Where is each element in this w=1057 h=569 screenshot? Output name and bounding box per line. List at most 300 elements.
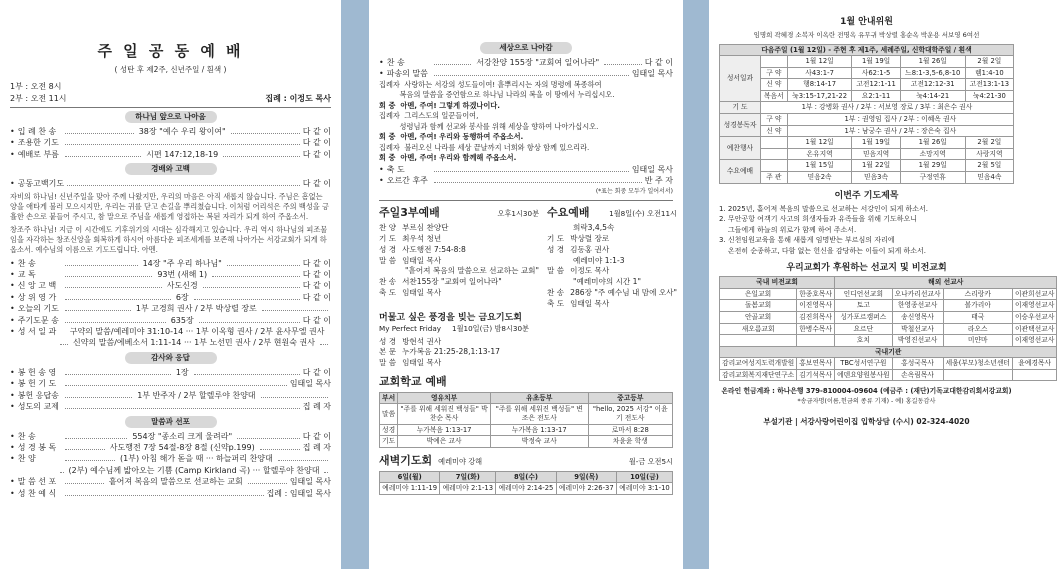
service-person: 예레미야 1:1-3	[573, 255, 625, 265]
service-role: 찬 송	[547, 287, 565, 297]
service-line	[379, 337, 673, 348]
divider	[10, 107, 331, 108]
order-label: 입 례 찬 송	[17, 127, 57, 136]
order-leader: 다 같 이	[302, 281, 332, 291]
service-role: 성 경	[379, 336, 397, 346]
liturgy-line: 성령님과 함께 선교와 봉사를 위해 세상을 향하여 나아가십시오.	[379, 121, 599, 131]
third-service-title: 주일3부예배	[379, 206, 440, 220]
service-person: 임태일 목사	[570, 298, 610, 308]
dawn-day: 8일(수)	[496, 471, 556, 483]
prayer-topics-title: 이번주 기도제목	[834, 190, 899, 201]
order-list-2	[0, 178, 341, 189]
presider: 집례 : 이정도 목사	[265, 93, 331, 103]
order-list-3	[0, 258, 341, 349]
order-list-1	[0, 126, 341, 160]
bullet: •	[10, 454, 15, 464]
service-role: 성 경	[379, 244, 397, 254]
schedule-cell: 눅4:14-21	[900, 90, 965, 102]
leader-dots	[65, 270, 153, 277]
wednesday-title: 수요예배	[547, 206, 590, 220]
leader-dots	[65, 489, 264, 496]
table-cell: 성경	[380, 424, 398, 436]
mission-cell: 박영진선교사	[892, 335, 943, 347]
leader-dots	[65, 150, 142, 157]
order-content: (2부) 예수님께 밟아오는 기쁨 (Camp Kirkland 곡) ··· 할렐루야 찬양대	[68, 465, 320, 475]
order-leader: 다 같 이	[302, 179, 331, 189]
liturgy-line: 회 중 아멘, 주여! 그렇게 하겠나이다.	[379, 100, 500, 110]
service-role: 말 씀	[379, 358, 397, 368]
order-content: 14장 "주 우리 하나님"	[142, 258, 222, 268]
prayer-topics	[709, 204, 1024, 257]
schedule-cell: 믿음지역	[852, 148, 900, 160]
schedule-cell: 렘1:4-10	[965, 67, 1013, 79]
mission-cell: 김기석목사	[797, 369, 835, 381]
mission-cell: 볼가리아	[943, 300, 1012, 312]
order-leader: 임태일 목사	[289, 379, 331, 389]
order-content: 1장	[175, 367, 189, 377]
mission-cell: 이관택선교사	[1012, 323, 1056, 335]
mission-cell: 호치	[835, 335, 893, 347]
mission-cell: 국내 비전교회	[720, 277, 835, 289]
leader-dots	[223, 150, 300, 157]
service-person: 사도행전 7:54-8:8	[402, 244, 466, 254]
order-label: 오르간 후주	[386, 176, 428, 186]
order-leader: 다 같 이	[644, 58, 673, 67]
leader-dots	[60, 466, 64, 473]
panel-sunday-service	[0, 0, 341, 569]
mission-cell: 감리교회복지재단연구소	[720, 369, 797, 381]
bullet: •	[379, 58, 384, 67]
order-row	[10, 378, 331, 389]
schedule-cell: 사62:1-5	[852, 67, 900, 79]
schedule-cell: 1부 : 강병화 권사 / 2부 : 서보영 장로 / 3부 : 최은수 권사	[760, 102, 1013, 114]
mission-cell: 인디언선교회	[835, 288, 893, 300]
bullet: •	[10, 477, 15, 487]
mission-cell: 세움(부모)청소년센터	[943, 358, 1012, 370]
mission-cell: TBC성서연구원	[835, 358, 893, 370]
mission-cell: 미얀마	[943, 335, 1012, 347]
section-worship: 경배와 고백	[125, 163, 217, 175]
dawn-day: 9일(목)	[556, 471, 616, 483]
mission-cell: 토고	[835, 300, 893, 312]
leader-dots	[212, 270, 300, 277]
closing-list	[369, 164, 683, 187]
service-person: 이정도 목사	[570, 266, 610, 276]
page-title: 주 일 공 동 예 배	[97, 42, 244, 60]
mission-cell: 라오스	[943, 323, 1012, 335]
leader-dots	[65, 432, 128, 439]
service-role: 말 씀	[379, 255, 397, 265]
schedule-cell: 수요예배	[720, 160, 761, 183]
order-content: 554장 "종소리 크게 울려라"	[132, 431, 233, 441]
table-cell: 차윤윤 학생	[588, 436, 672, 448]
friday-title: 머물고 싶은 풍경을 빚는 금요기도회	[379, 312, 522, 323]
bullet: •	[10, 488, 15, 498]
wednesday-service	[547, 204, 677, 309]
mission-cell: 손옥림목사	[892, 369, 943, 381]
order-row	[10, 488, 331, 499]
order-row	[10, 292, 331, 303]
order-list-4	[0, 367, 341, 413]
schedule-cell	[760, 56, 787, 68]
table-cell: 말씀	[380, 404, 398, 424]
service-role: 찬 송	[379, 277, 397, 287]
table-cell: "주를 위해 세워진 백성들" 변조은 전도사	[491, 404, 588, 424]
order-label: 봉 헌 기 도	[17, 379, 57, 389]
dawn-title: 새벽기도회	[379, 453, 433, 467]
service-person: 임태일 목사	[402, 287, 442, 297]
service-person: 누가복음 21:25-28,1:13-17	[402, 347, 501, 357]
stand-note: (*표는 회중 모두가 일어서서)	[595, 187, 673, 195]
leader-dots	[260, 443, 300, 450]
bullet: •	[10, 281, 15, 291]
order-leader: 집 례 자	[302, 402, 331, 412]
order-label: 파송의 말씀	[386, 69, 428, 79]
mission-cell: 이승우선교사	[1012, 311, 1056, 323]
order-leader: 집 례 자	[302, 442, 332, 452]
service-role: 성 경	[547, 244, 565, 254]
mission-cell: 스리랑카	[943, 288, 1012, 300]
schedule-cell: 1부 : 권영임 집사 / 2부 : 이혜옥 권사	[787, 114, 1013, 126]
leader-dots	[199, 316, 300, 323]
order-content: 시편 147:12,18-19	[146, 149, 219, 159]
schedule-cell: 복음서	[760, 90, 787, 102]
service-role: 기 도	[547, 233, 565, 243]
bullet: •	[10, 258, 15, 268]
dawn-day: 10일(금)	[617, 471, 673, 483]
service-line	[379, 256, 539, 267]
service-line	[379, 245, 539, 256]
service-person: 희락3,4,5속	[573, 223, 615, 233]
leader-dots	[320, 338, 328, 345]
order-content: 사도신경	[166, 281, 198, 291]
schedule-cell: 고전12:1-11	[852, 79, 900, 91]
dawn-day: 7일(화)	[440, 471, 496, 483]
schedule-cell: 1월 12일	[787, 56, 852, 68]
order-leader: 다 같 이	[302, 127, 331, 136]
leader-dots	[65, 454, 115, 461]
service-role: 축 도	[379, 287, 397, 297]
friday-time: 1월10일(금) 밤8시30분	[452, 324, 529, 333]
order-label: 찬 양	[17, 454, 36, 464]
mission-cell: 에덴요양원봉사원	[835, 369, 893, 381]
bullet: •	[10, 390, 15, 400]
schedule-cell: 기 도	[720, 102, 761, 114]
mission-cell: 안골교회	[720, 311, 797, 323]
order-content: 사도행전 7장 54절-8장 8절 (신약p.199)	[109, 442, 255, 452]
schedule-cell: 구 약	[760, 114, 787, 126]
order-content: 구약의 말씀/예레미야 31:10-14 ··· 1부 이옥형 권사 / 2부 윤사무엘 권사	[69, 327, 325, 337]
schedule-cell	[760, 160, 787, 172]
schedule-cell: 행8:14-17	[787, 79, 852, 91]
order-content: 신약의 말씀/에베소서 1:11-14 ··· 1부 노선민 권사 / 2부 현원숙 권사	[73, 338, 315, 348]
bullet: •	[10, 442, 15, 452]
mission-cell: 박철선교사	[892, 323, 943, 335]
order-content: (1부) 아침 해가 돋을 때 ··· 하늘퍼리 찬양대	[120, 454, 273, 464]
schedule-cell: 주 관	[760, 172, 787, 184]
binding-strip-right	[683, 0, 709, 569]
schedule-cell: 1월 26일	[900, 56, 965, 68]
service-line	[379, 347, 673, 358]
leader-dots	[65, 379, 287, 386]
bullet: •	[379, 176, 384, 186]
mission-cell: 홍보연목사	[797, 358, 835, 370]
liturgy-line: 집례자 사랑하는 서강의 성도들이여! 흩뿌리시는 자의 명령에 복종하여	[379, 79, 602, 89]
bullet: •	[10, 367, 15, 377]
mission-cell: 감리교여성지도력개발원	[720, 358, 797, 370]
schedule-cell: 2월 2일	[965, 137, 1013, 149]
mission-cell: 홍성국목사	[892, 358, 943, 370]
prayer-line: 온전히 순종하고, 다함 없는 헌신을 감당하는 이들이 되게 하소서.	[719, 246, 926, 255]
service-line	[379, 234, 539, 245]
leader-dots	[65, 443, 105, 450]
service-person: 박상렬 장로	[570, 233, 610, 243]
guides-list: 임명희 곽혜경 소복자 이옥란 전명옥 유무귀 박상렬 홍순옥 박운용 서보영 6여선	[753, 31, 980, 39]
schedule-cell: 사43:1-7	[787, 67, 852, 79]
order-label: 교 독	[17, 270, 36, 280]
mission-cell: 송신영목사	[892, 311, 943, 323]
schedule-cell: 고전12:12-31	[900, 79, 965, 91]
dawn-text: 예레미야 2:14-25	[496, 483, 556, 495]
order-label: 봉헌 응답송	[17, 390, 59, 400]
bank-account: 온라인 헌금계좌 : 하나은행 379-810004-09604 (예금주 : (재단)기독교대한감리회서강교회)	[721, 387, 1012, 396]
leader-dots	[434, 176, 642, 183]
page-subtitle: ( 성탄 후 제2주, 신년주일 / 흰색 )	[114, 65, 227, 74]
order-leader: 다 같 이	[302, 431, 331, 441]
leader-dots	[194, 368, 300, 375]
schedule-cell: 신 약	[760, 79, 787, 91]
schedule-cell: 소망지역	[900, 148, 965, 160]
order-label: 조용한 기도	[17, 138, 59, 148]
order-row	[10, 337, 331, 348]
mission-cell: 이재영선교사	[1012, 300, 1056, 312]
table-cell: 박정숙 교사	[491, 436, 588, 448]
order-content: 38장 "예수 우리 왕이여"	[138, 127, 226, 136]
mission-cell: 요르단	[835, 323, 893, 335]
schedule-cell: 고전13:1-13	[965, 79, 1013, 91]
service-line	[379, 266, 539, 277]
order-row	[10, 258, 331, 269]
service-line	[547, 288, 677, 299]
leader-dots	[65, 293, 171, 300]
schedule-cell: 1월 19일	[852, 137, 900, 149]
order-leader: 반 주 자	[644, 176, 673, 186]
table-header: 유초등부	[491, 392, 588, 404]
friday-sub: My Perfect Friday	[379, 324, 441, 333]
schedule-cell: 1월 19일	[852, 56, 900, 68]
mission-cell	[797, 335, 835, 347]
dawn-text: 예레미야 3:1-10	[617, 483, 673, 495]
leader-dots	[67, 179, 300, 186]
order-row	[379, 68, 673, 79]
leader-dots	[237, 432, 300, 439]
order-label: 주기도문 송	[17, 315, 59, 325]
schedule-cell: 2월 2일	[965, 56, 1013, 68]
prayer-paragraph-1: 자비의 하나님! 신년주일을 맞아 주께 나왔지만, 우리의 마음은 아직 새롭지 않습니다. 주님은 흠없는 양을 애타게 불러 모으시지만, 우리는 귀를 닫고 손길을 뿌리쳤습니다. 이처럼 어리석은 주의 백성을 긍휼한 손으로 붙들어 주시고, 참 말으로 주님을 새롭게 영접하는 복된 자리가 되게 하여 주옵소서.	[10, 191, 329, 221]
schedule-cell: 2월 5일	[965, 160, 1013, 172]
order-content: 6장	[175, 292, 189, 302]
bullet: •	[10, 379, 15, 389]
schedule-cell: 1월 29일	[900, 160, 965, 172]
order-leader: 임태일 목사	[289, 477, 332, 487]
bullet: •	[379, 164, 384, 174]
dawn-text: 예레미야 2:1-13	[440, 483, 496, 495]
leader-dots	[65, 138, 300, 145]
table-header: 부서	[380, 392, 398, 404]
section-approach: 하나님 앞으로 나아옴	[125, 111, 217, 123]
mission-cell: 이재영선교사	[1012, 335, 1056, 347]
schedule-cell	[760, 148, 787, 160]
section-sending: 세상으로 나아감	[480, 42, 572, 54]
bank-note: *송금자명(이름,헌금의 종류 기재) - 예) 홍길동감사	[797, 397, 936, 405]
dawn-text: 예레미야 1:11-19	[380, 483, 440, 495]
schedule-cell: 신 약	[760, 125, 787, 137]
order-label: 성도의 교제	[17, 402, 59, 412]
bullet: •	[10, 327, 15, 337]
third-service	[379, 204, 539, 309]
mission-cell: 이관희선교사	[1012, 288, 1056, 300]
mission-cell: 오나카리선교사	[892, 288, 943, 300]
mission-cell: 새오름교회	[720, 323, 797, 335]
leader-dots	[65, 127, 134, 134]
leader-dots	[65, 259, 138, 266]
service-person: 임태일 목사	[402, 358, 442, 368]
bullet: •	[10, 127, 15, 136]
bullet: •	[10, 304, 15, 314]
bullet: •	[10, 149, 15, 159]
prayer-line: 3. 신천임원교육을 통해 새롭게 임명받는 부르심의 자리에	[719, 236, 895, 245]
leader-dots	[434, 58, 472, 65]
mission-cell: 한병수목사	[797, 323, 835, 335]
service-person: 김동홍 권사	[570, 244, 610, 254]
mission-cell: 태국	[943, 311, 1012, 323]
order-row	[10, 476, 331, 487]
order-label: 찬 송	[17, 258, 36, 268]
leader-dots	[604, 58, 642, 65]
mission-cell: 싱가포르캠퍼스	[835, 311, 893, 323]
order-label: 성 찬 예 식	[17, 488, 57, 498]
order-label: 예배로 부름	[17, 149, 59, 159]
order-row	[10, 126, 331, 137]
dawn-time: 월-금 오전5시	[628, 456, 673, 466]
order-label: 축 도	[386, 164, 405, 174]
dawn-prayer	[369, 452, 683, 495]
prayer-line: 1. 2025년, 흩어져 복음의 말씀으로 선교하는 서강인이 되게 하소서.	[719, 204, 929, 213]
bullet: •	[10, 431, 15, 441]
leader-dots	[65, 402, 300, 409]
section-sermon: 말씀과 선포	[125, 416, 217, 428]
schedule-cell: 요2:1-11	[852, 90, 900, 102]
service-line	[379, 288, 539, 299]
order-label: 오늘의 기도	[17, 304, 59, 314]
order-leader: 집례 : 임태일 목사	[266, 488, 331, 498]
schedule-cell: 믿음2속	[787, 172, 852, 184]
schedule-cell: 믿음3속	[852, 172, 900, 184]
panel-announcements	[709, 0, 1055, 569]
order-row	[10, 149, 331, 160]
leader-dots	[227, 259, 300, 266]
schedule-cell: 사랑지역	[965, 148, 1013, 160]
service-person: "흩어져 복음의 말씀으로 선교하는 교회"	[405, 266, 540, 276]
service-person: 부르심 찬양단	[402, 223, 449, 233]
service-role: 기 도	[379, 233, 397, 243]
service-time-2: 2부 : 오전 11시	[10, 93, 67, 103]
commission-liturgy	[369, 80, 683, 164]
missions-title: 우리교회가 후원하는 선교지 및 비전교회	[786, 263, 947, 274]
wednesday-time: 1월8일(수) 오전11시	[609, 209, 678, 219]
service-line	[547, 223, 677, 234]
service-person: "예레미야의 시간 1"	[573, 277, 642, 287]
prayer-paragraph-2: 창조주 하나님! 지금 이 시간에도 기후위기의 시대는 심각해지고 있습니다. 우리 역시 하나님의 피조물임을 자각하는 창조신앙을 회복하게 하시어 아름다운 피조세계를 보존해 나아가는 서강교회가 되게 하옵소서. 예수님의 이름으로 기도드립니다. 아멘.	[10, 224, 328, 254]
table-cell: 누가복음 1:13-17	[491, 424, 588, 436]
table-cell: "hello, 2025 서강" 이윤기 전도사	[588, 404, 672, 424]
leader-dots	[278, 454, 328, 461]
order-label: 공동고백기도	[17, 179, 65, 189]
schedule-cell: 1월 22일	[852, 160, 900, 172]
service-line	[547, 234, 677, 245]
order-label: 찬 송	[17, 431, 36, 441]
schedule-cell: 눅3:15-17,21-22	[787, 90, 852, 102]
service-line	[547, 299, 677, 310]
schedule-cell: 구 약	[760, 67, 787, 79]
leader-dots	[65, 368, 171, 375]
dawn-day: 6일(월)	[380, 471, 440, 483]
order-content: 635장	[170, 315, 194, 325]
liturgy-line: 복음의 말씀을 증언함으로 하나님 나라의 복을 이 땅에서 누리십시오.	[379, 90, 615, 100]
liturgy-line: 집례자 그리스도의 일꾼들이여,	[379, 111, 479, 121]
schedule-cell: 1부 : 남궁수 권사 / 2부 : 장은숙 집사	[787, 125, 1013, 137]
liturgy-line: 집례자 불러오신 나라를 세상 끝날까지 너희와 항상 함께 있으리라.	[379, 142, 590, 152]
table-cell: 로마서 8:28	[588, 424, 672, 436]
liturgy-line: 회 중 아멘, 주여! 우리와 함께해 주옵소서.	[379, 153, 517, 163]
order-leader: 다 같 이	[302, 292, 332, 302]
order-row	[10, 178, 331, 189]
service-line	[547, 277, 677, 288]
table-cell: 기도	[380, 436, 398, 448]
service-person: 최우석 청년	[402, 233, 442, 243]
mission-cell: 국내기관	[720, 346, 1057, 358]
order-label: 말 씀 선 포	[17, 477, 57, 487]
prayer-line: 2. 무안공항 여객기 사고의 희생자들과 유족들을 위해 기도하오니	[719, 215, 918, 224]
leader-dots	[231, 127, 300, 134]
leader-dots	[65, 304, 131, 311]
order-row	[10, 303, 331, 314]
school-title: 교회학교 예배	[379, 374, 447, 388]
footer-nursery: 부설기관 | 서강사랑어린이집 입학상담 (수시) 02-324-4020	[763, 417, 970, 427]
leader-dots	[248, 477, 287, 484]
order-row	[10, 442, 331, 453]
leader-dots	[65, 281, 162, 288]
order-label: 상 위 영 가	[17, 292, 57, 302]
friday-prayer	[369, 313, 683, 369]
order-leader: 임태일 목사	[631, 164, 673, 174]
order-label: 봉 헌 송 영	[17, 367, 57, 377]
order-row	[10, 401, 331, 412]
order-row	[10, 137, 331, 148]
bullet: •	[10, 270, 15, 280]
order-list-5	[0, 431, 341, 499]
order-row	[379, 57, 673, 68]
order-row	[10, 367, 331, 378]
order-leader: 다 같 이	[302, 270, 332, 280]
leader-dots	[65, 477, 104, 484]
order-leader: 다 같 이	[302, 258, 332, 268]
order-row	[379, 164, 673, 175]
service-person: 임태일 목사	[402, 255, 442, 265]
guides-title: 1월 안내위원	[840, 17, 893, 27]
schedule-cell: 1월 26일	[900, 137, 965, 149]
service-role: 찬 양	[379, 223, 397, 233]
